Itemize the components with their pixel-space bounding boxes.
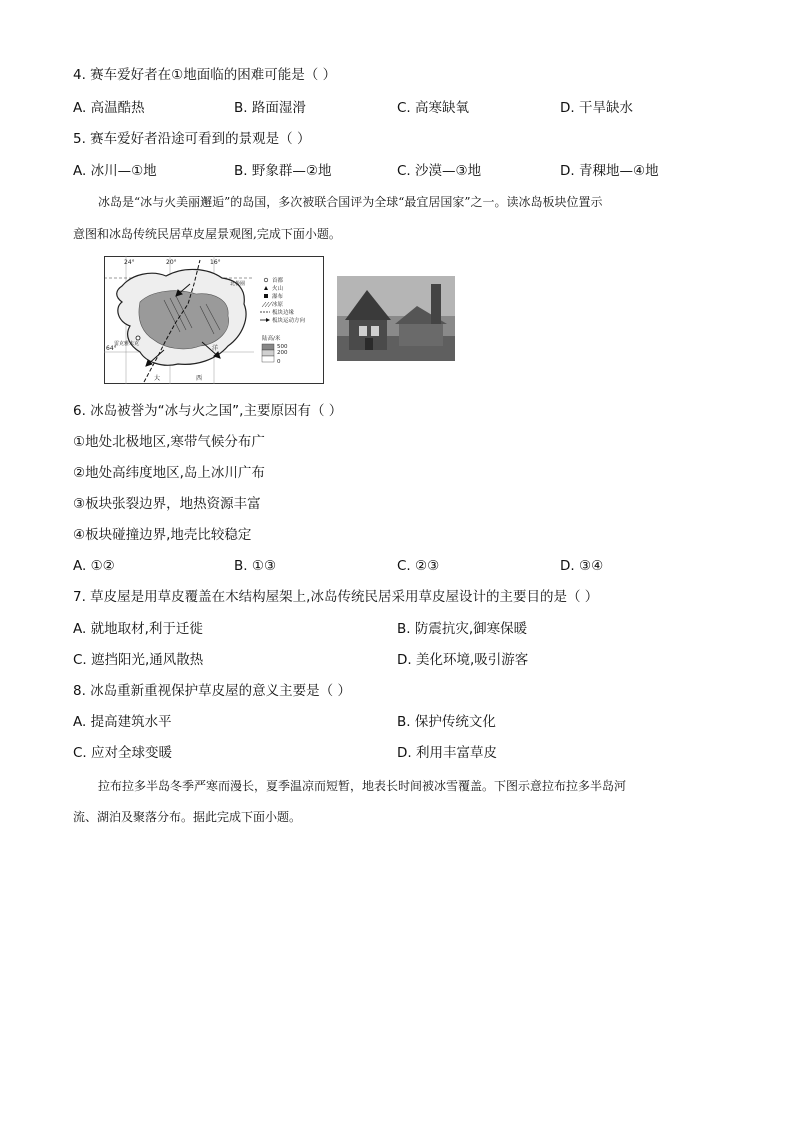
- arctic-circle-label: 北极圈: [230, 281, 246, 287]
- q5-option-b[interactable]: B. 野象群—②地: [234, 163, 332, 179]
- q5-option-a[interactable]: A. 冰川—①地: [73, 163, 157, 179]
- legend-volcano: 火山: [272, 286, 284, 292]
- q7-option-a[interactable]: A. 就地取材,利于迁徙: [73, 621, 203, 637]
- lat-label-64: 64°: [106, 345, 117, 352]
- q4-stem: 4. 赛车爱好者在①地面临的困难可能是（ ）: [73, 67, 337, 83]
- legend-waterfall: 瀑布: [272, 294, 284, 300]
- lon-label-24: 24°: [124, 259, 135, 266]
- q6-option-b[interactable]: B. ①③: [234, 558, 277, 574]
- q6-option-c[interactable]: C. ②③: [397, 558, 440, 574]
- q8-option-d[interactable]: D. 利用丰富草皮: [397, 745, 497, 761]
- q8-stem: 8. 冰岛重新重视保护草皮屋的意义主要是（ ）: [73, 683, 351, 699]
- q6-option-a[interactable]: A. ①②: [73, 558, 115, 574]
- q5-option-c[interactable]: C. 沙漠—③地: [397, 163, 482, 179]
- lon-label-20: 20°: [166, 259, 177, 266]
- q6-item-1: ①地处北极地区,寒带气候分布广: [73, 434, 265, 450]
- q5-stem: 5. 赛车爱好者沿途可看到的景观是（ ）: [73, 131, 311, 147]
- q6-item-3: ③板块张裂边界，地热资源丰富: [73, 496, 261, 512]
- q8-option-c[interactable]: C. 应对全球变暖: [73, 745, 173, 761]
- legend-plate-motion: 板块运动方向: [272, 318, 306, 324]
- legend-icefield: 冰原: [272, 302, 284, 308]
- elevation-title: 陆高/米: [262, 336, 281, 342]
- elevation-0: 0: [277, 359, 281, 365]
- q7-option-b[interactable]: B. 防震抗灾,御寒保暖: [397, 621, 528, 637]
- lon-label-16: 16°: [210, 259, 221, 266]
- q6-item-4: ④板块碰撞边界,地壳比较稳定: [73, 527, 252, 543]
- ocean-label-west: 西: [196, 375, 203, 382]
- q6-option-d[interactable]: D. ③④: [560, 558, 604, 574]
- capital-label: 雷克雅未克: [114, 341, 140, 347]
- intro-iceland-line1: 冰岛是“冰与火美丽邂逅”的岛国，多次被联合国评为全球“最宜居国家”之一。读冰岛板块位置示: [98, 195, 603, 209]
- q6-item-2: ②地处高纬度地区,岛上冰川广布: [73, 465, 265, 481]
- q8-option-a[interactable]: A. 提高建筑水平: [73, 714, 172, 730]
- ocean-label-east: 洋: [212, 345, 219, 352]
- elevation-200: 200: [277, 350, 288, 356]
- q4-option-c[interactable]: C. 高寒缺氧: [397, 100, 470, 116]
- q8-option-b[interactable]: B. 保护传统文化: [397, 714, 496, 730]
- elevation-500: 500: [277, 344, 288, 350]
- q5-option-d[interactable]: D. 青稞地—④地: [560, 163, 659, 179]
- intro-labrador-line2: 流、湖泊及聚落分布。据此完成下面小题。: [73, 810, 302, 824]
- iceland-plate-map: [104, 256, 324, 384]
- q4-option-d[interactable]: D. 干旱缺水: [560, 100, 633, 116]
- intro-iceland-line2: 意图和冰岛传统民居草皮屋景观图,完成下面小题。: [73, 227, 341, 241]
- intro-labrador-line1: 拉布拉多半岛冬季严寒而漫长，夏季温凉而短暂，地表长时间被冰雪覆盖。下图示意拉布拉多半岛河: [98, 779, 627, 793]
- q7-option-c[interactable]: C. 遮挡阳光,通风散热: [73, 652, 204, 668]
- q6-stem: 6. 冰岛被誉为“冰与火之国”,主要原因有（ ）: [73, 403, 343, 419]
- ocean-label-da: 大: [154, 375, 161, 382]
- q7-option-d[interactable]: D. 美化环境,吸引游客: [397, 652, 529, 668]
- q4-option-b[interactable]: B. 路面湿滑: [234, 100, 306, 116]
- legend-capital: 首都: [272, 278, 284, 284]
- turf-house-photo: [337, 276, 455, 361]
- legend-plate-edge: 板块边缘: [272, 310, 295, 316]
- q7-stem: 7. 草皮屋是用草皮覆盖在木结构屋架上,冰岛传统民居采用草皮屋设计的主要目的是（ ）: [73, 589, 599, 605]
- q4-option-a[interactable]: A. 高温酷热: [73, 100, 145, 116]
